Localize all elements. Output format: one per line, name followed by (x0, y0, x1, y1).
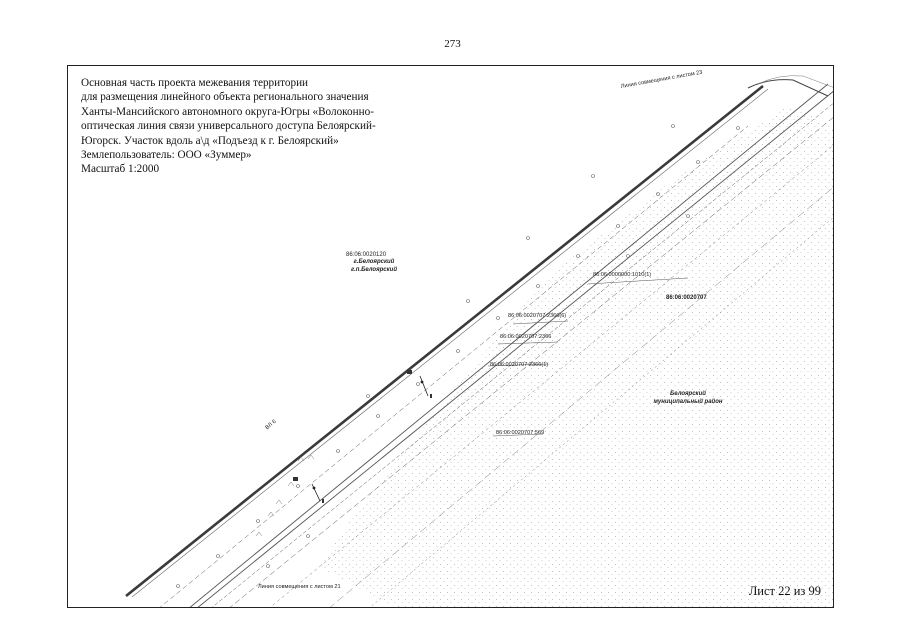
district-label-2: муниципальный район (653, 399, 723, 405)
title-block (81, 76, 381, 177)
parcel-label-7: 86:06:0020707:569 (496, 430, 545, 436)
hatched-area (318, 106, 834, 608)
title-line-5: Югорск. Участок вдоль а\д «Подъезд к г. Белоярский» (81, 134, 339, 147)
title-line-3: Ханты-Мансийского автономного округа-Югры «Волоконно- (81, 105, 374, 118)
title-line-2: для размещения линейного объекта регионального значения (81, 91, 369, 104)
page-number: 273 (444, 38, 461, 50)
feature-marker-1 (407, 370, 412, 374)
parcel-label-1: 86:06:0020120 (346, 252, 387, 258)
power-line-label: ВЛ 6 (264, 418, 278, 432)
sheet-number: Лист 22 из 99 (748, 584, 821, 598)
feature-marker-2 (293, 477, 298, 481)
title-line-1: Основная часть проекта межевания территории (81, 77, 309, 89)
land-user: Землепользователь: ООО «Зуммер» (81, 149, 252, 162)
parcel-label-3: 86:06:0020707 (666, 295, 707, 301)
district-label-1: Белоярский (670, 391, 706, 397)
bottom-match-line-label: Линия совмещения с листом 21 (258, 584, 341, 590)
top-match-line-label: Линия совмещения с листом 23 (620, 69, 703, 90)
map-frame (67, 65, 834, 608)
title-line-4: оптическая линия связи универсального доступа Белоярский- (81, 120, 376, 133)
town-label-1: г.Белоярский (353, 259, 395, 265)
parcel-label-2: 86:06:0000000:1010(1) (593, 272, 652, 278)
parcel-label-4: 86:06:0020707:2366(6) (508, 313, 567, 319)
map-scale: Масштаб 1:2000 (81, 163, 160, 176)
parcel-label-6: 86:06:0020707:2366(1) (490, 362, 549, 368)
parcel-label-5: 86:06:0020707:2366 (500, 334, 552, 340)
town-label-2: г.п.Белоярский (350, 267, 397, 273)
